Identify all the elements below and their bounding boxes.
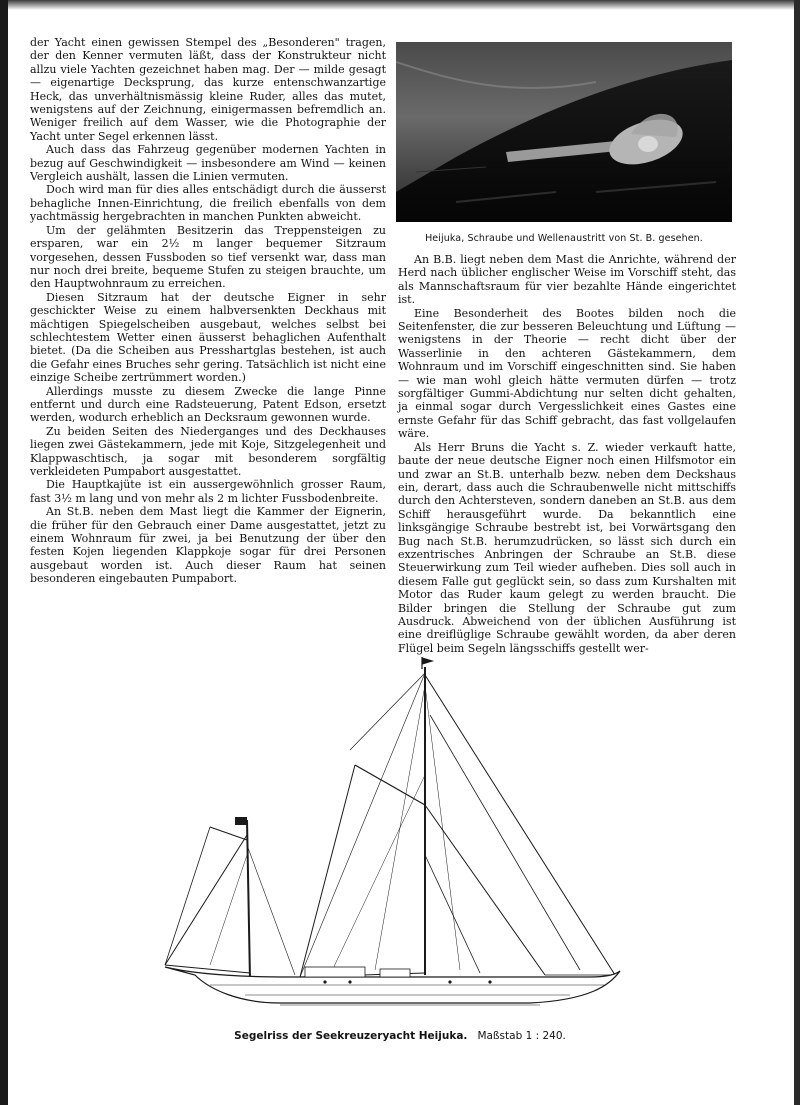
photo-caption: Heijuka, Schraube und Wellenaustritt von St. B. gesehen.: [425, 233, 703, 244]
paragraph: An St.B. neben dem Mast liegt die Kammer der Eignerin, die früher für den Gebrauch einer Dame ausgestattet, jetzt zu einem Wohnraum für zwei, ja bei Benutzung der über den festen Kojen liegenden Klappkoje sogar für drei Personen ausgebaut worden ist. Auch dieser Raum hat seinen besonderen eingebauten Pumpabort.: [30, 505, 386, 586]
paragraph: An B.B. liegt neben dem Mast die Anrichte, während der Herd nach üblicher englischer Weise im Vorschiff steht, das als Mannschaftsraum für vier bezahlte Hände eingerichtet ist.: [398, 253, 736, 307]
sail-plan-image: [150, 655, 650, 1020]
paragraph: Diesen Sitzraum hat der deutsche Eigner in sehr geschickter Weise zu einem halbversenkten Deckhaus mit mächtigen Spiegelscheiben ausgebaut, welches selbst bei schlechtestem Wetter einen äusserst behaglichen Aufenthalt bietet. (Da die Scheiben aus Presshartglas bestehen, ist auch die Gefahr eines Bruches sehr gering. Tatsächlich ist nicht eine einzige Scheibe zertrümmert worden.): [30, 290, 386, 385]
pennant-icon: [422, 657, 432, 669]
right-text-column: [398, 253, 736, 655]
drawing-caption-title: Segelriss der Seekreuzeryacht Heijuka.: [234, 1030, 468, 1042]
paragraph: Auch dass das Fahrzeug gegenüber modernen Yachten in bezug auf Geschwindigkeit — insbesondere am Wind — keinen Vergleich aushält, lassen die Linien vermuten.: [30, 143, 386, 184]
paragraph: Eine Besonderheit des Bootes bilden noch die Seitenfenster, die zur besseren Beleuchtung und Lüftung — wenigstens in der Theorie — recht dicht über der Wasserlinie in den achteren Gästekammern, dem Wohnraum und im Vorschiff eingeschnitten sind. Sie haben — wie man wohl gleich hätte vermuten dürfen — trotz sorgfältiger Gummi-Abdichtung nur selten dicht gehalten, ja einmal sogar durch Vergesslichkeit eines Gastes eine ernste Gefahr für das Schiff gebracht, das fast vollgelaufen wäre.: [398, 306, 736, 441]
drawing-caption-scale: Maßstab 1 : 240.: [477, 1030, 566, 1042]
paragraph: Als Herr Bruns die Yacht s. Z. wieder verkauft hatte, baute der neue deutsche Eigner noch einen Hilfsmotor ein und zwar an St.B. unterhalb bezw. neben dem Deckshaus ein, derart, dass auch die Schraubenwelle nicht mittschiffs durch den Achtersteven, sondern daneben an St.B. aus dem Schiff herausgeführt wurde. Da bekanntlich eine linksgängige Schraube bestrebt ist, bei Vorwärtsgang den Bug nach St.B. herumzudrücken, so lässt sich durch ein exzentrisches Anbringen der Schraube an St.B. diese Steuerwirkung zum Teil wieder aufheben. Dies soll auch in diesem Falle gut geglückt sein, so dass zum Kurshalten mit Motor das Ruder kaum gelegt zu werden braucht. Die Bilder bringen die Stellung der Schraube gut zum Ausdruck. Abweichend von der üblichen Ausführung ist eine dreiflüglige Schraube gewählt worden, da aber deren Flügel beim Segeln längsschiffs gestellt wer-: [398, 440, 736, 655]
scan-right-edge: [794, 0, 800, 1105]
propeller-photo: [396, 42, 732, 222]
paragraph: Die Hauptkajüte ist ein aussergewöhnlich grosser Raum, fast 3½ m lang und von mehr als 2 m lichter Fussbodenbreite.: [30, 478, 386, 505]
left-text-column: [30, 36, 386, 586]
sail-plan-drawing: [150, 655, 650, 1020]
paragraph: Allerdings musste zu diesem Zwecke die lange Pinne entfernt und durch eine Radsteuerung, Patent Edson, ersetzt werden, wodurch erheblich an Decksraum gewonnen wurde.: [30, 384, 386, 425]
scan-left-edge: [0, 0, 8, 1105]
paragraph: Doch wird man für dies alles entschädigt durch die äusserst behagliche Innen-Einrichtung, die freilich ebenfalls von dem yachtmässig hergebrachten in manchen Punkten abweicht.: [30, 183, 386, 224]
drawing-caption: [150, 1030, 650, 1042]
propeller-photo-image: [396, 42, 732, 222]
scan-top-edge: [0, 0, 800, 10]
flag-icon: [235, 817, 247, 825]
paragraph: Zu beiden Seiten des Niederganges und des Deckhauses liegen zwei Gästekammern, jede mit Koje, Sitzgelegenheit und Klappwaschtisch, ja sogar mit besonderem sorgfältig verkleideten Pumpabort ausgestattet.: [30, 424, 386, 478]
paragraph: Um der gelähmten Besitzerin das Treppensteigen zu ersparen, war ein 2½ m langer bequemer Sitzraum vorgesehen, dessen Fussboden so tief versenkt war, dass man nur noch drei breite, bequeme Stufen zu steigen brauchte, um den Hauptwohnraum zu erreichen.: [30, 223, 386, 291]
paragraph: der Yacht einen gewissen Stempel des „Besonderen" tragen, der den Kenner vermuten läßt, dass der Konstrukteur nicht allzu viele Yachten gezeichnet haben mag. Der — milde gesagt — eigenartige Decksprung, das kurze entenschwanzartige Heck, das unverhältnismässig kleine Ruder, alles das mutet, wenigstens auf der Zeichnung, einigermassen befremdlich an. Weniger freilich auf dem Wasser, wie die Photographie der Yacht unter Segel erkennen lässt.: [30, 36, 386, 143]
